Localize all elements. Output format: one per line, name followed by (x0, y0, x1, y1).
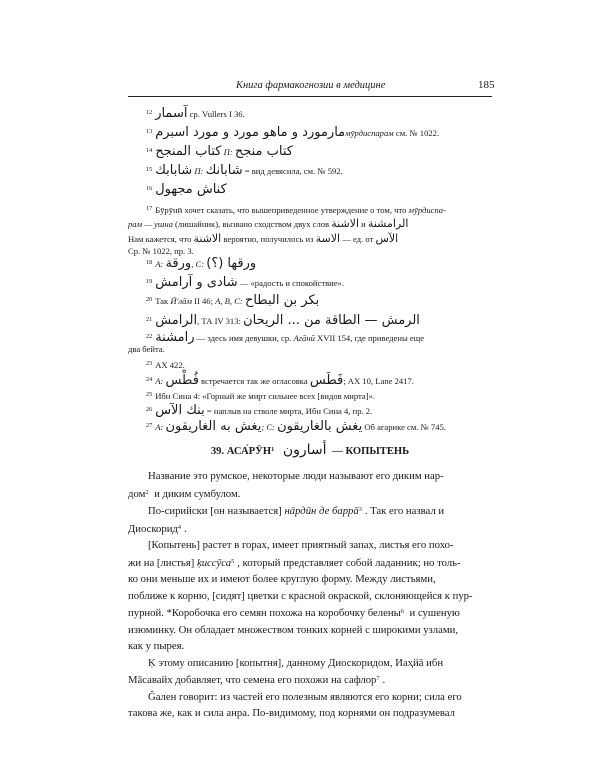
arabic-text: يغش به الغاريقون (165, 419, 262, 434)
arabic-text: مارمورد و ماهو مورد و مورد اسبرم (155, 125, 346, 140)
arabic-text: كناش مجهول (155, 182, 227, 197)
footnote-24: $^{24}$ A: فُطْس встречается так же огласовка فَطَس; АХ 10, Lane 2417. (146, 373, 414, 388)
footnote-14: $^{14}$ كتاب المنجح П: كتاب منجح (146, 144, 293, 159)
arabic-text: ورقها (؟) (206, 256, 257, 271)
footnote-16: $^{16}$ كناش مجهول (146, 182, 227, 197)
footnote-27: $^{27}$ A: يغش به الغاريقون; C: يغش بالغاريقون Об агарике см. № 745. (146, 419, 446, 434)
arabic-text: شابابك (155, 163, 193, 178)
entry-heading: 39. АСА́РӮН$^1$ أسارون — КОПЫТЕНЬ (210, 442, 410, 458)
paragraph-5: Ĝален говорит: из частей его полезным являются его корни; сила его такова же, как и сила анра. По-видимому, под корнями он подразумевал (128, 690, 462, 719)
page-number: 185 (478, 79, 495, 91)
arabic-text: كتاب منجح (234, 144, 293, 159)
footnote-13: $^{13}$ مارمورد و ماهو مورد و مورد اسبرمмӯрдиспарам см. № 1022. (146, 125, 440, 140)
arabic-text: ورقة (165, 256, 192, 271)
arabic-text: الرامشنة (367, 217, 409, 230)
arabic-text: يغش بالغاريقون (277, 419, 363, 434)
paragraph-1: Название это румское, некоторые люди называют его диким нар- дом$^2$ и диким сумбулом. (128, 470, 444, 500)
body-text (128, 468, 492, 722)
running-title: Книга фармакогнозии в медицине (236, 80, 386, 91)
paragraph-3: [Копытень] растет в горах, имеет приятный запах, листья его похо- жи на [листья] ḳиссӯса$^5$ , который представляет собой ладанник; но толь- ко они меньше их и имеют более круглую форму. Между листьями, поближе к корню, [сидят] цветки с красной окраской, склоняющейся к пур- пурной. *Коробочка его семян похожа на коробочку белены$^6$ и сушеную изюминку. Он обладает множеством тонких корней с широкими узлами, как у пырея. (128, 539, 473, 652)
arabic-text: كتاب المنجح (155, 144, 222, 159)
footnote-15: $^{15}$ شابابك П: شابانك = вид девясила, см. № 592. (146, 163, 343, 178)
arabic-text: الاسة (315, 232, 341, 245)
arabic-text: بكر بن البطاح (244, 293, 320, 308)
arabic-text: آسمار (155, 106, 188, 121)
arabic-text: أسارون (282, 442, 327, 458)
arabic-text: الاشنة (331, 217, 360, 230)
arabic-text: رامشنة (155, 330, 195, 345)
arabic-text: الرامش (155, 313, 198, 328)
arabic-text: شابانك (205, 163, 243, 178)
footnote-17: $^{17}$ Бӯрӯнӣ хочет сказать, что вышеприведенное утверждение о том, что мӯрдиспа- рам — ушна (лишайник), вызвано сходством двух слов الاشنة и الرامشنة Нам кажется, что الاشنة вероятно, получилось из الاسة — ед. от الآس Ср. № 1022, пр. 3. (128, 205, 446, 256)
arabic-text: شادى و آرامش (155, 275, 238, 290)
arabic-text: الاشنة (193, 232, 222, 245)
footnote-21: $^{21}$ الرامش, ТА IV 313: الرمش — الطاقة من ... الريحان (146, 313, 420, 328)
arabic-text: بنك الآس (155, 403, 205, 418)
header-rule (128, 96, 492, 97)
arabic-text: فُطْس (165, 373, 199, 388)
footnote-26: $^{26}$ بنك الآس = наплыв на стволе мирта, Ибн Сина 4, пр. 2. (146, 403, 373, 418)
paragraph-2: По-сирийски [он называется] нāрдӣн де баррā$^3$ . Так его назвал и Диоскорид$^4$ . (128, 505, 445, 535)
footnote-20: $^{20}$ Так Ӣ'лāм II 46; A, B, C: بكر بن البطاح (146, 293, 320, 308)
footnote-22: $^{22}$ رامشنة — здесь имя девушки, ср. Агāнӣ XVII 154, где приведены еще два бейта. (128, 330, 425, 354)
footnote-23: $^{23}$ АХ 422. (146, 360, 185, 370)
arabic-text: الرمش — الطاقة من ... الريحان (243, 313, 420, 328)
footnote-18: $^{18}$ A: ورقة, C: ورقها (؟) (146, 256, 257, 271)
arabic-text: الآس (375, 232, 399, 245)
arabic-text: فَطَس (309, 373, 344, 388)
footnote-25: $^{25}$ Ибн Сина 4: «Горный же мирт сильнее всех [видов мирта]». (146, 391, 376, 401)
paragraph-4: Ḳ этому описанию [копытня], данному Диоскоридом, Иаҳйā ибн Мāсавайх добавляет, что семена его похожи на сафлор$^7$ . (128, 656, 444, 686)
footnote-19: $^{19}$ شادى و آرامش — «радость и спокойствие». (146, 275, 344, 290)
footnote-12: $^{12}$ آسمار ср. Vullers I 36. (146, 106, 245, 121)
